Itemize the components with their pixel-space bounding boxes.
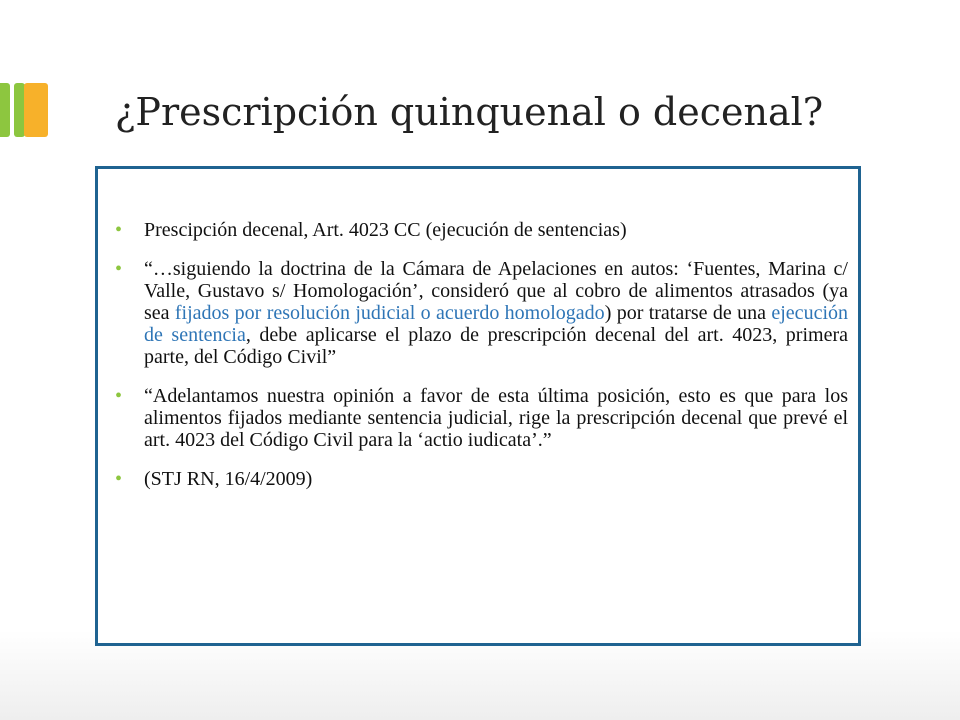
bullet-item (112, 385, 848, 451)
bullet-item (112, 258, 848, 368)
quote-part: ) por tratarse de una (604, 302, 772, 324)
highlight-text: fijados por resolución judicial o acuerdo homologado (174, 302, 605, 324)
accent-bar-orange (24, 83, 48, 137)
bullet-dot-icon: • (115, 468, 123, 490)
slide-title: ¿Prescripción quinquenal o decenal? (115, 90, 824, 134)
quote-part: “…siguiendo la doctrina de la Cámara de Apelaciones en autos: ‘Fuentes, Marina c/ Valle, Gustavo s/ Homologación’, consideró que al cobro de alimentos atrasados (ya sea (144, 258, 848, 324)
highlight-text: ejecución de sentencia (144, 302, 848, 346)
bullet-text: “Adelantamos nuestra opinión a favor de esta última posición, esto es que para los alimentos fijados mediante sentencia judicial, rige la prescripción decenal que prevé el art. 4023 del Código Civil para la ‘actio iudicata’.” (144, 385, 848, 451)
bullet-text: Prescipción decenal, Art. 4023 CC (ejecución de sentencias) (144, 219, 627, 241)
content-box (95, 166, 861, 646)
quote-part: , debe aplicarse el plazo de prescripción decenal del art. 4023, primera parte, del Código Civil” (144, 324, 848, 368)
bullet-dot-icon: • (115, 258, 123, 280)
bullet-dot-icon: • (115, 385, 123, 407)
bullet-list (112, 219, 848, 507)
bullet-dot-icon: • (115, 219, 123, 241)
accent-bar-green (0, 83, 10, 137)
bullet-item (112, 219, 848, 241)
citation-text: (STJ RN, 16/4/2009) (144, 468, 313, 490)
bullet-item (112, 468, 848, 490)
quote-text (144, 258, 848, 368)
